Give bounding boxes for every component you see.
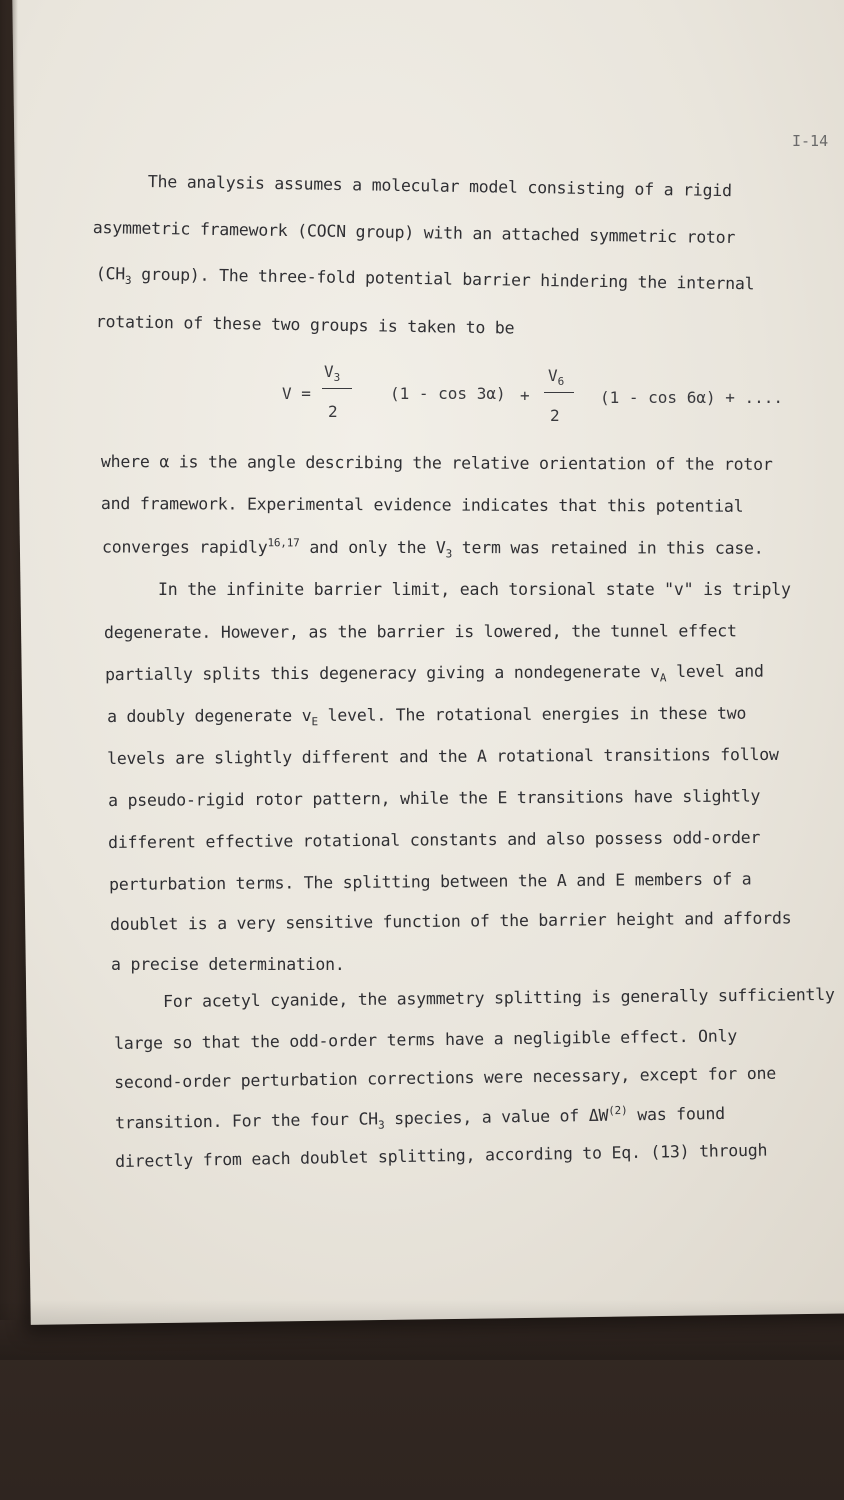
rotational-energies-text: level. The rotational energies in these two [317, 703, 747, 725]
nondegenerate-text: partially splits this degeneracy giving a nondegenerate v [105, 662, 660, 684]
paper-bottom-edge-shadow [0, 1300, 844, 1360]
paragraph1-line2: asymmetric framework (COCN group) with an attached symmetric rotor [92, 218, 736, 248]
v3-term-subscript: 3 [445, 547, 453, 561]
potential-equation [282, 362, 822, 432]
reference-superscript: 16,17 [267, 536, 300, 550]
ch3-subscript: 3 [124, 273, 132, 287]
cos6-term: (1 - cos 6α) + .... [600, 388, 784, 407]
v3-letter: V [324, 362, 334, 381]
converges-text: converges rapidly [101, 537, 268, 557]
retained-text: term was retained in this case. [452, 538, 764, 558]
four-ch3-text: transition. For the four CH [115, 1109, 379, 1133]
delta-w-superscript: (2) [608, 1103, 628, 1118]
paragraph3-line6: a pseudo-rigid rotor pattern, while the E transitions have slightly [108, 786, 761, 810]
paragraph3-line5: levels are slightly different and the A rotational transitions follow [107, 744, 779, 768]
paragraph3-line4 [107, 704, 746, 730]
paragraph3-line2: degenerate. However, as the barrier is lowered, the tunnel effect [104, 621, 737, 642]
paragraph3-line7: different effective rotational constants and also possess odd-order [108, 827, 761, 852]
paragraph2-line1: where α is the angle describing the relative orientation of the rotor [100, 452, 773, 474]
v6-numerator [548, 366, 564, 388]
paragraph2-line3 [102, 536, 764, 561]
paragraph3-line9: doublet is a very sensitive function of the barrier height and affords [110, 908, 792, 934]
equation-lhs: V = [282, 384, 311, 403]
doubly-degenerate-text: a doubly degenerate v [107, 705, 312, 726]
paragraph1-line3-rest: group). The three-fold potential barrier hindering the internal [131, 264, 755, 294]
v6-subscript: 6 [557, 375, 565, 389]
v3-numerator [324, 362, 340, 384]
only-v-text: and only the V [299, 537, 446, 558]
ve-subscript: E [311, 715, 318, 729]
plus-sign: + [520, 386, 530, 405]
cos3-term: (1 - cos 3α) [390, 384, 506, 403]
paragraph1-line4: rotation of these two groups is taken to be [95, 312, 515, 338]
paragraph4-line3: second-order perturbation corrections were necessary, except for one [114, 1063, 777, 1092]
paragraph2-line2: and framework. Experimental evidence indicates that this potential [100, 494, 744, 516]
page-number: I-14 [792, 132, 829, 150]
fraction-bar-1 [322, 388, 352, 389]
level-and-text: level and [666, 661, 764, 682]
paragraph1-line1: The analysis assumes a molecular model consisting of a rigid [147, 172, 732, 201]
paragraph3-line3 [105, 662, 764, 688]
delta-w-text: species, a value of ΔW [384, 1105, 609, 1129]
paragraph4-line5: directly from each doublet splitting, according to Eq. (13) through [115, 1140, 768, 1171]
fraction-1-denominator: 2 [328, 402, 338, 421]
paragraph4-line1: For acetyl cyanide, the asymmetry splitting is generally sufficiently [163, 984, 835, 1011]
paragraph3-line10: a precise determination. [111, 955, 345, 974]
was-found-text: was found [627, 1103, 726, 1125]
paragraph3-line8: perturbation terms. The splitting between the A and E members of a [109, 869, 752, 894]
fraction-bar-2 [544, 392, 574, 393]
ch3-species-subscript: 3 [377, 1118, 385, 1132]
paragraph4-line2: large so that the odd-order terms have a negligible effect. Only [114, 1026, 738, 1053]
va-subscript: A [659, 671, 667, 685]
page-left-shadow [0, 0, 18, 1320]
v6-letter: V [548, 366, 558, 385]
v3-subscript: 3 [333, 371, 341, 385]
ch3-text: (CH [95, 264, 126, 284]
fraction-2-denominator: 2 [550, 406, 560, 425]
paragraph3-line1: In the infinite barrier limit, each torsional state "v" is triply [158, 580, 791, 599]
